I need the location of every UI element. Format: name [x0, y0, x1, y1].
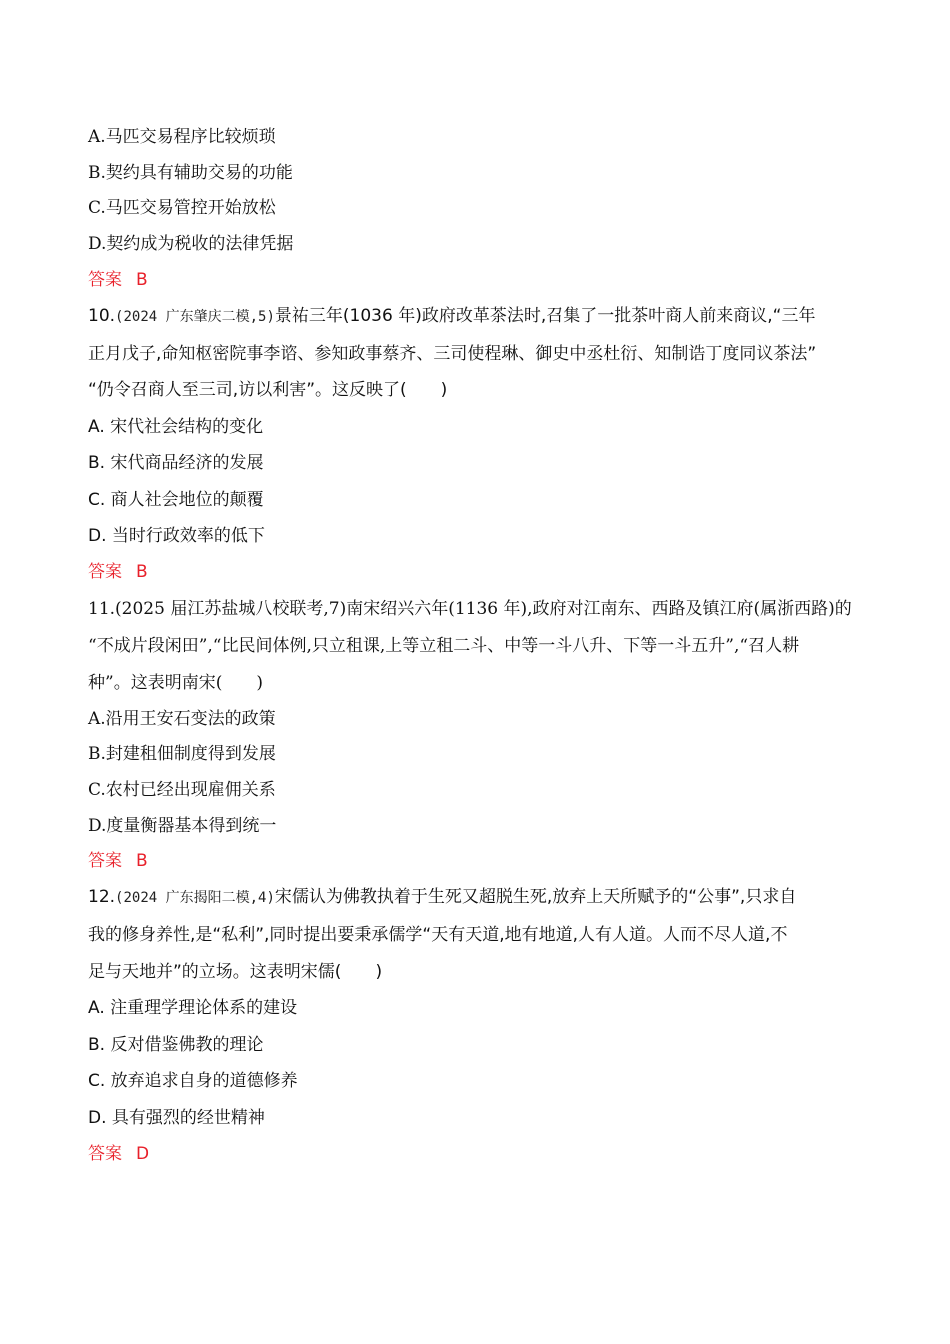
q9-option-d: D.契约成为税收的法律凭据: [88, 234, 294, 254]
q11-option-a: A.沿用王安石变法的政策: [88, 709, 276, 729]
q11-answer-label: 答案: [88, 851, 122, 871]
q9-answer: [88, 268, 148, 292]
q12-option-b: B. 反对借鉴佛教的理论: [88, 1035, 264, 1055]
q11-number: 11.: [88, 599, 116, 619]
q12-source: (2024 广东揭阳二模,4): [115, 890, 275, 906]
q12-answer-value: D: [136, 1144, 150, 1164]
q12-option-d: D. 具有强烈的经世精神: [88, 1108, 265, 1128]
q11-stem-line-3: 种”。这表明南宋( ): [88, 673, 263, 693]
q11-answer-value: B: [136, 851, 148, 871]
q10-text-1: 景祐三年(1036 年)政府改革茶法时,召集了一批茶叶商人前来商议,“三年: [274, 306, 816, 326]
q10-source: (2024 广东肇庆二模,5): [115, 309, 275, 325]
q11-option-c: C.农村已经出现雇佣关系: [88, 780, 276, 800]
q10-answer-value: B: [136, 562, 148, 582]
q12-answer-label: 答案: [88, 1144, 122, 1164]
q12-stem-line-1: [88, 885, 796, 910]
q12-text-1: 宋儒认为佛教执着于生死又超脱生死,放弃上天所赋予的“公事”,只求自: [274, 887, 797, 907]
q11-option-b: B.封建租佃制度得到发展: [88, 744, 276, 764]
q12-stem-line-3: 足与天地并”的立场。这表明宋儒( ): [88, 962, 383, 982]
q11-option-d: D.度量衡器基本得到统一: [88, 816, 277, 836]
q10-answer-label: 答案: [88, 562, 122, 582]
q10-option-a: A. 宋代社会结构的变化: [88, 417, 264, 437]
q12-answer: [88, 1142, 149, 1166]
q9-answer-value: B: [136, 270, 148, 290]
q9-option-c: C.马匹交易管控开始放松: [88, 198, 276, 218]
q11-source: (2025 届江苏盐城八校联考,7): [115, 599, 347, 619]
q10-stem-line-3: “仍令召商人至三司,访以利害”。这反映了( ): [88, 380, 448, 400]
q9-option-a: A.马匹交易程序比较烦琐: [88, 127, 276, 147]
q12-option-a: A. 注重理学理论体系的建设: [88, 998, 298, 1018]
q12-stem-line-2: 我的修身养性,是“私利”,同时提出要秉承儒学“天有天道,地有地道,人有人道。人而不尽人道,不: [88, 925, 788, 945]
q10-number: 10.: [88, 306, 116, 326]
q9-answer-label: 答案: [88, 270, 122, 290]
q11-text-1: 南宋绍兴六年(1136 年),政府对江南东、西路及镇江府(属浙西路)的: [346, 599, 852, 619]
q12-option-c: C. 放弃追求自身的道德修养: [88, 1071, 298, 1091]
q11-stem-line-1: [88, 597, 852, 621]
q10-option-d: D. 当时行政效率的低下: [88, 526, 265, 546]
q12-number: 12.: [88, 887, 116, 907]
q10-stem-line-1: [88, 304, 815, 329]
q10-answer: [88, 560, 148, 584]
q9-option-b: B.契约具有辅助交易的功能: [88, 163, 293, 183]
q10-option-c: C. 商人社会地位的颠覆: [88, 490, 264, 510]
q10-option-b: B. 宋代商品经济的发展: [88, 453, 264, 473]
q10-stem-line-2: 正月戊子,命知枢密院事李谘、参知政事蔡齐、三司使程琳、御史中丞杜衍、知制诰丁度同议茶法”: [88, 344, 817, 364]
q11-stem-line-2: “不成片段闲田”,“比民间体例,只立租课,上等立租二斗、中等一斗八升、下等一斗五升”,“召人耕: [88, 636, 800, 656]
q11-answer: [88, 849, 148, 873]
